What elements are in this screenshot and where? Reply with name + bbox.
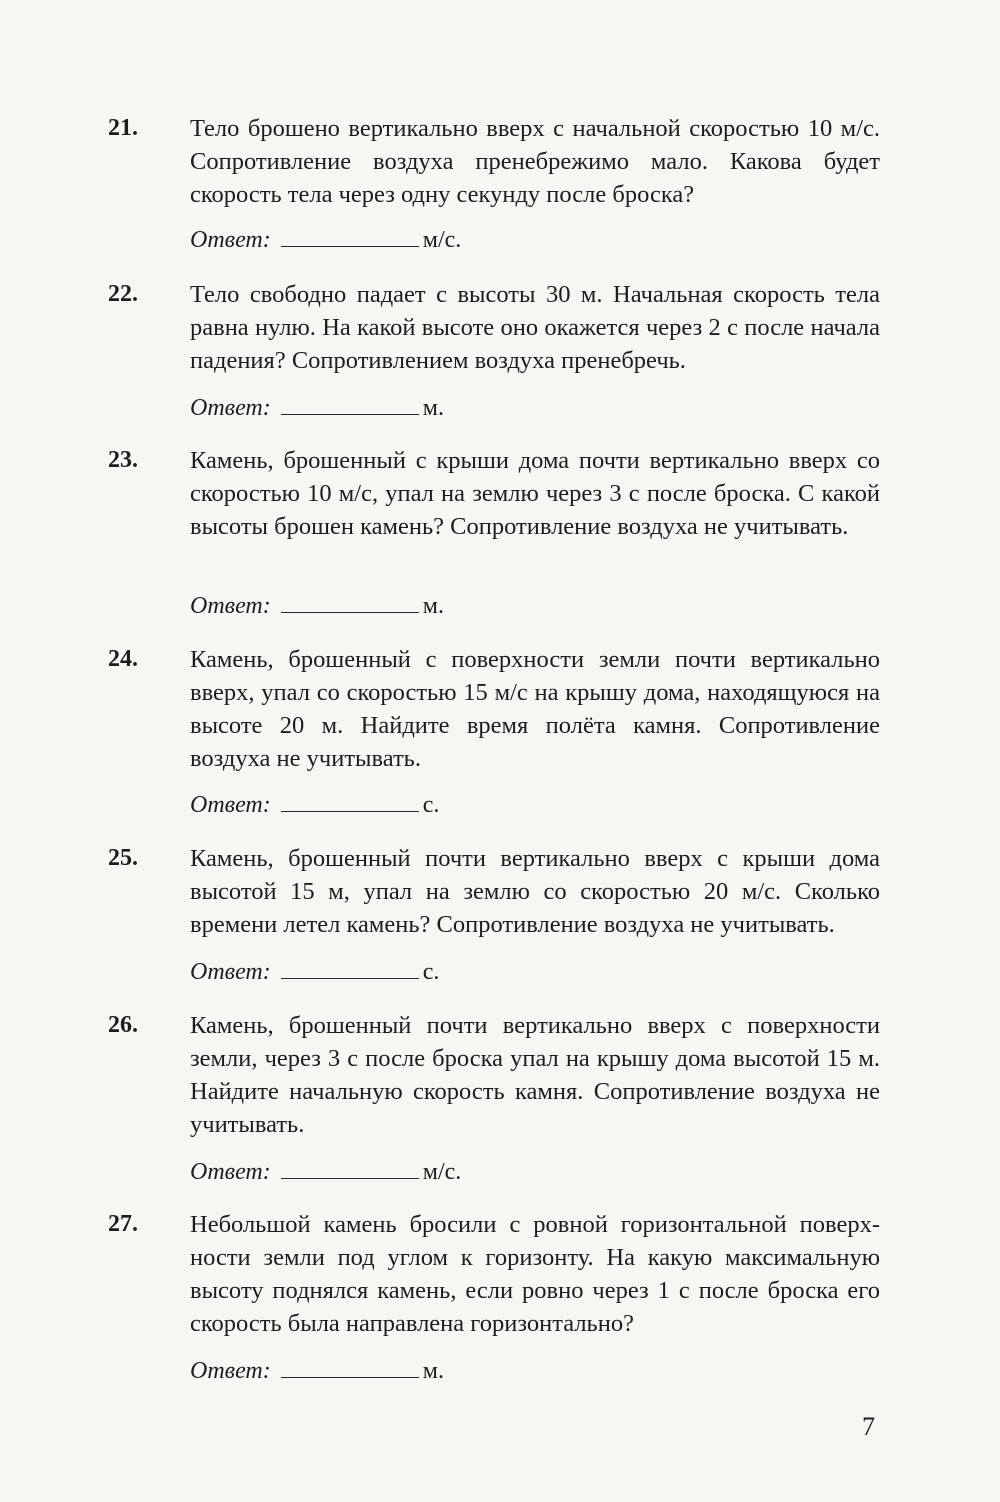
answer-blank[interactable]	[281, 392, 419, 415]
problem-text: Камень, брошенный с поверхности земли почти вертикально вверх, упал со скоростью 15 м/с на крышу дома, находящуюся на высоте 20 м. Найдите время полёта камня. Сопротивление воздуха не учитывать.	[190, 646, 880, 772]
answer-line	[190, 1355, 444, 1386]
answer-unit: м/с.	[422, 1159, 462, 1185]
problem-number: 22.	[108, 281, 138, 307]
answer-unit: м.	[422, 1358, 444, 1384]
answer-line	[190, 224, 461, 255]
page-number: 7	[862, 1412, 875, 1441]
problem-text: Камень, брошенный почти вертикально вверх с крыши дома высотой 15 м, упал на землю со скоростью 20 м/с. Сколько времени летел камень? Сопротивление воздуха не учитывать.	[190, 845, 880, 938]
answer-label: Ответ:	[190, 792, 271, 818]
answer-blank[interactable]	[281, 590, 419, 613]
answer-line	[190, 392, 444, 423]
answer-line	[190, 956, 439, 987]
answer-line	[190, 1156, 461, 1187]
problem-text: Камень, брошенный почти вертикально вверх с поверхности земли, через 3 с после броска упал на крышу дома высотой 15 м. Найдите начальную скорость камня. Сопротивление воздуха не учитывать.	[190, 1012, 880, 1138]
problem-text: Тело брошено вертикально вверх с начальной скоростью 10 м/с. Сопротивление воздуха пренебрежимо мало. Какова будет скорость тела через одну секунду после броска?	[190, 115, 880, 208]
answer-label: Ответ:	[190, 227, 271, 253]
problem-number: 27.	[108, 1211, 138, 1237]
answer-unit: с.	[422, 792, 440, 818]
problem-number: 23.	[108, 447, 138, 473]
problem-number: 26.	[108, 1012, 138, 1038]
answer-line	[190, 590, 444, 621]
problem-text: Тело свободно падает с высоты 30 м. Начальная скорость тела равна нулю. На какой высоте оно окажется через 2 с после начала падения? Сопротивлением воздуха пренебречь.	[190, 281, 880, 374]
answer-unit: м/с.	[422, 227, 462, 253]
problem-number: 24.	[108, 646, 138, 672]
answer-blank[interactable]	[281, 1355, 419, 1378]
answer-label: Ответ:	[190, 959, 271, 985]
answer-label: Ответ:	[190, 395, 271, 421]
answer-label: Ответ:	[190, 1159, 271, 1185]
answer-blank[interactable]	[281, 224, 419, 247]
problem-number: 25.	[108, 845, 138, 871]
answer-unit: с.	[422, 959, 440, 985]
answer-label: Ответ:	[190, 593, 271, 619]
problem-text: Небольшой камень бросили с ровной горизонтальной поверхности земли под углом к горизонту. На какую максимальную высоту поднялся камень, если ровно через 1 с после броска его скорость была направлена горизонтально?	[190, 1211, 880, 1337]
answer-unit: м.	[422, 395, 444, 421]
answer-blank[interactable]	[281, 956, 419, 979]
problem-number: 21.	[108, 115, 138, 141]
answer-line	[190, 789, 439, 820]
answer-label: Ответ:	[190, 1358, 271, 1384]
answer-blank[interactable]	[281, 1156, 419, 1179]
answer-unit: м.	[422, 593, 444, 619]
answer-blank[interactable]	[281, 789, 419, 812]
problem-text: Камень, брошенный с крыши дома почти вертикально вверх со скоростью 10 м/с, упал на землю через 3 с после броска. С какой высоты брошен камень? Сопротивление воздуха не учитывать.	[190, 447, 880, 540]
